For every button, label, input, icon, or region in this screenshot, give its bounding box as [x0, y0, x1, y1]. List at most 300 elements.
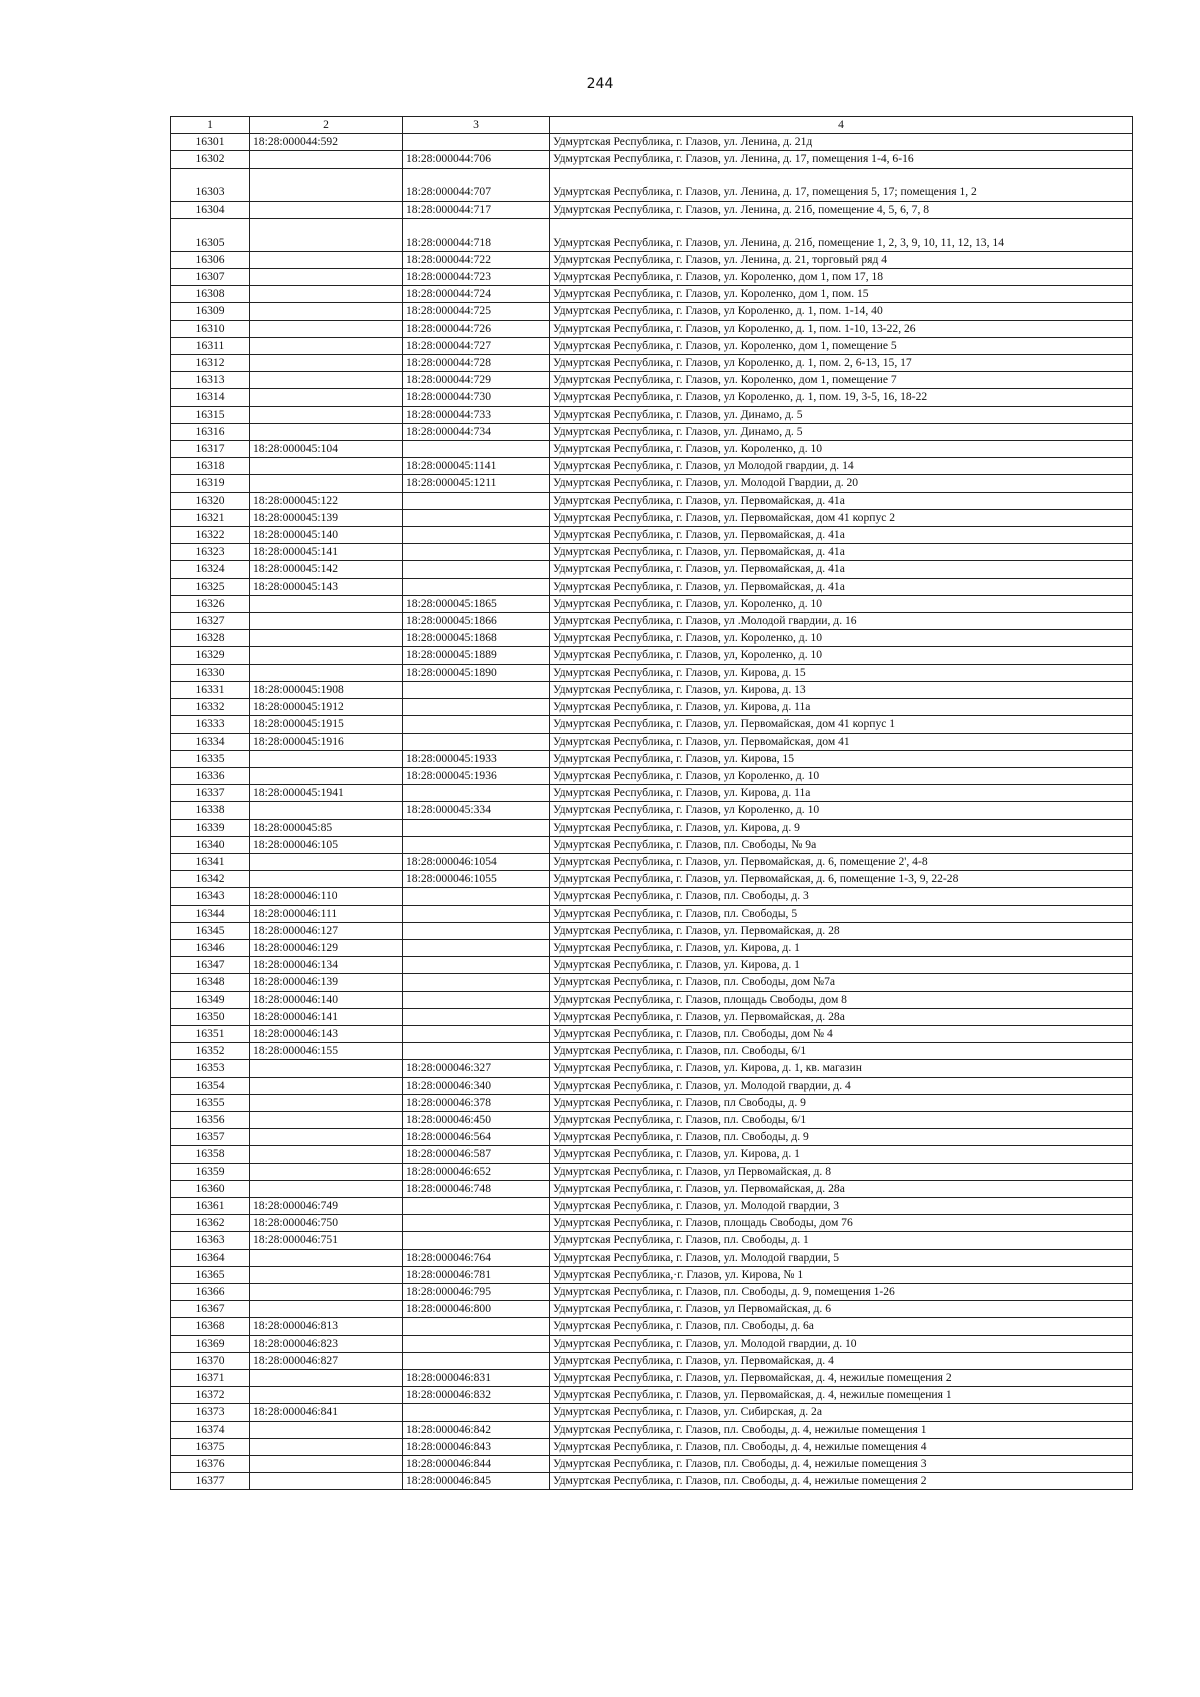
address-cell: Удмуртская Республика, г. Глазов, ул. Молодой гвардии, 5 — [550, 1249, 1133, 1266]
address-cell: Удмуртская Республика, г. Глазов, ул. Кирова, д. 13 — [550, 681, 1133, 698]
row-number-cell: 16374 — [171, 1421, 250, 1438]
room-cadastral-number-cell: 18:28:000045:1866 — [403, 613, 550, 630]
cadastral-number-cell — [250, 1456, 403, 1473]
table-row — [171, 1473, 1133, 1490]
address-cell: Удмуртская Республика, г. Глазов, пл. Свободы, д. 4, нежилые помещения 3 — [550, 1456, 1133, 1473]
row-number-cell: 16373 — [171, 1404, 250, 1421]
room-cadastral-number-cell: 18:28:000046:1054 — [403, 853, 550, 870]
table-row — [171, 492, 1133, 509]
row-number-cell: 16322 — [171, 527, 250, 544]
address-cell: Удмуртская Республика, г. Глазов, ул. Первомайская, д. 41а — [550, 578, 1133, 595]
room-cadastral-number-cell: 18:28:000046:781 — [403, 1266, 550, 1283]
cadastral-number-cell: 18:28:000045:1941 — [250, 785, 403, 802]
table-row — [171, 527, 1133, 544]
room-cadastral-number-cell — [403, 905, 550, 922]
cadastral-number-cell — [250, 595, 403, 612]
row-number-cell: 16325 — [171, 578, 250, 595]
row-number-cell: 16357 — [171, 1129, 250, 1146]
table-row — [171, 991, 1133, 1008]
row-number-cell: 16312 — [171, 355, 250, 372]
column-header-1: 1 — [171, 117, 250, 134]
table-row — [171, 750, 1133, 767]
cadastral-number-cell — [250, 1111, 403, 1128]
column-header-2: 2 — [250, 117, 403, 134]
cadastral-number-cell: 18:28:000046:127 — [250, 922, 403, 939]
row-number-cell: 16329 — [171, 647, 250, 664]
table-row — [171, 681, 1133, 698]
cadastral-number-cell: 18:28:000046:129 — [250, 939, 403, 956]
room-cadastral-number-cell — [403, 509, 550, 526]
table-row — [171, 767, 1133, 784]
table-row — [171, 1060, 1133, 1077]
address-cell: Удмуртская Республика,·г. Глазов, ул. Кирова, № 1 — [550, 1266, 1133, 1283]
row-number-cell: 16319 — [171, 475, 250, 492]
room-cadastral-number-cell: 18:28:000044:727 — [403, 337, 550, 354]
cadastral-number-cell — [250, 337, 403, 354]
row-number-cell: 16336 — [171, 767, 250, 784]
room-cadastral-number-cell — [403, 819, 550, 836]
address-cell: Удмуртская Республика, г. Глазов, ул. Кирова, д. 1 — [550, 957, 1133, 974]
row-number-cell: 16330 — [171, 664, 250, 681]
row-number-cell: 16364 — [171, 1249, 250, 1266]
address-cell: Удмуртская Республика, г. Глазов, ул. Первомайская, д. 6, помещение 1-3, 9, 22-28 — [550, 871, 1133, 888]
room-cadastral-number-cell: 18:28:000046:587 — [403, 1146, 550, 1163]
address-cell: Удмуртская Республика, г. Глазов, ул. Ленина, д. 21б, помещение 1, 2, 3, 9, 10, 11, 12, 13, 14 — [550, 218, 1133, 251]
address-cell: Удмуртская Республика, г. Глазов, ул. Первомайская, д. 4, нежилые помещения 2 — [550, 1370, 1133, 1387]
row-number-cell: 16343 — [171, 888, 250, 905]
address-cell: Удмуртская Республика, г. Глазов, ул Молодой гвардии, д. 14 — [550, 458, 1133, 475]
room-cadastral-number-cell — [403, 1335, 550, 1352]
cadastral-number-cell — [250, 269, 403, 286]
cadastral-number-cell — [250, 475, 403, 492]
cadastral-number-cell — [250, 355, 403, 372]
address-cell: Удмуртская Республика, г. Глазов, ул Короленко, д. 1, пом. 19, 3-5, 16, 18-22 — [550, 389, 1133, 406]
room-cadastral-number-cell — [403, 1215, 550, 1232]
cadastral-number-cell: 18:28:000045:1916 — [250, 733, 403, 750]
room-cadastral-number-cell: 18:28:000046:450 — [403, 1111, 550, 1128]
row-number-cell: 16305 — [171, 218, 250, 251]
cadastral-number-cell: 18:28:000046:823 — [250, 1335, 403, 1352]
table-row — [171, 561, 1133, 578]
table-row — [171, 647, 1133, 664]
table-row — [171, 151, 1133, 168]
table-row — [171, 389, 1133, 406]
row-number-cell: 16371 — [171, 1370, 250, 1387]
room-cadastral-number-cell: 18:28:000045:1211 — [403, 475, 550, 492]
address-cell: Удмуртская Республика, г. Глазов, ул Короленко, д. 1, пом. 1-14, 40 — [550, 303, 1133, 320]
address-cell: Удмуртская Республика, г. Глазов, пл. Свободы, д. 4, нежилые помещения 4 — [550, 1438, 1133, 1455]
address-cell: Удмуртская Республика, г. Глазов, ул. Короленко, д. 10 — [550, 595, 1133, 612]
row-number-cell: 16335 — [171, 750, 250, 767]
room-cadastral-number-cell: 18:28:000044:734 — [403, 423, 550, 440]
address-cell: Удмуртская Республика, г. Глазов, ул. Кирова, д. 1 — [550, 939, 1133, 956]
table-header-row — [171, 117, 1133, 134]
room-cadastral-number-cell — [403, 1025, 550, 1042]
table-row — [171, 1438, 1133, 1455]
cadastral-number-cell — [250, 853, 403, 870]
address-cell: Удмуртская Республика, г. Глазов, ул Короленко, д. 1, пом. 1-10, 13-22, 26 — [550, 320, 1133, 337]
row-number-cell: 16365 — [171, 1266, 250, 1283]
address-cell: Удмуртская Республика, г. Глазов, ул. Ленина, д. 17, помещения 5, 17; помещения 1, 2 — [550, 168, 1133, 201]
row-number-cell: 16376 — [171, 1456, 250, 1473]
cadastral-number-cell — [250, 1387, 403, 1404]
cadastral-number-cell: 18:28:000046:749 — [250, 1197, 403, 1214]
room-cadastral-number-cell — [403, 1043, 550, 1060]
address-cell: Удмуртская Республика, г. Глазов, ул. Первомайская, д. 28 — [550, 922, 1133, 939]
table-row — [171, 1232, 1133, 1249]
address-cell: Удмуртская Республика, г. Глазов, ул. Кирова, д. 1 — [550, 1146, 1133, 1163]
table-row — [171, 355, 1133, 372]
table-row — [171, 836, 1133, 853]
address-cell: Удмуртская Республика, г. Глазов, ул. Ленина, д. 17, помещения 1-4, 6-16 — [550, 151, 1133, 168]
table-row — [171, 802, 1133, 819]
room-cadastral-number-cell: 18:28:000046:800 — [403, 1301, 550, 1318]
row-number-cell: 16359 — [171, 1163, 250, 1180]
cadastral-number-cell — [250, 1473, 403, 1490]
row-number-cell: 16349 — [171, 991, 250, 1008]
room-cadastral-number-cell: 18:28:000046:842 — [403, 1421, 550, 1438]
cadastral-number-cell — [250, 1301, 403, 1318]
cadastral-number-cell: 18:28:000046:841 — [250, 1404, 403, 1421]
room-cadastral-number-cell — [403, 681, 550, 698]
room-cadastral-number-cell — [403, 492, 550, 509]
cadastral-number-cell: 18:28:000045:140 — [250, 527, 403, 544]
table-row — [171, 1094, 1133, 1111]
address-cell: Удмуртская Республика, г. Глазов, пл. Свободы, № 9а — [550, 836, 1133, 853]
row-number-cell: 16352 — [171, 1043, 250, 1060]
address-cell: Удмуртская Республика, г. Глазов, ул Короленко, д. 1, пом. 2, 6-13, 15, 17 — [550, 355, 1133, 372]
room-cadastral-number-cell: 18:28:000046:327 — [403, 1060, 550, 1077]
cadastral-number-cell: 18:28:000046:751 — [250, 1232, 403, 1249]
cadastral-number-cell: 18:28:000045:1915 — [250, 716, 403, 733]
row-number-cell: 16367 — [171, 1301, 250, 1318]
table-row — [171, 888, 1133, 905]
cadastral-number-cell: 18:28:000045:85 — [250, 819, 403, 836]
cadastral-number-cell — [250, 168, 403, 201]
cadastral-number-cell — [250, 664, 403, 681]
table-row — [171, 441, 1133, 458]
row-number-cell: 16317 — [171, 441, 250, 458]
table-row — [171, 939, 1133, 956]
row-number-cell: 16361 — [171, 1197, 250, 1214]
room-cadastral-number-cell: 18:28:000046:832 — [403, 1387, 550, 1404]
address-cell: Удмуртская Республика, г. Глазов, ул. Первомайская, д. 4 — [550, 1352, 1133, 1369]
row-number-cell: 16303 — [171, 168, 250, 201]
address-cell: Удмуртская Республика, г. Глазов, пл Свободы, д. 9 — [550, 1094, 1133, 1111]
table-row — [171, 423, 1133, 440]
address-cell: Удмуртская Республика, г. Глазов, пл. Свободы, д. 6а — [550, 1318, 1133, 1335]
address-cell: Удмуртская Республика, г. Глазов, пл. Свободы, д. 4, нежилые помещения 1 — [550, 1421, 1133, 1438]
cadastral-number-cell: 18:28:000046:140 — [250, 991, 403, 1008]
room-cadastral-number-cell — [403, 441, 550, 458]
room-cadastral-number-cell — [403, 922, 550, 939]
row-number-cell: 16328 — [171, 630, 250, 647]
table-row — [171, 251, 1133, 268]
address-cell: Удмуртская Республика, г. Глазов, ул. Сибирская, д. 2а — [550, 1404, 1133, 1421]
table-row — [171, 509, 1133, 526]
room-cadastral-number-cell: 18:28:000045:1889 — [403, 647, 550, 664]
table-row — [171, 1249, 1133, 1266]
address-cell: Удмуртская Республика, г. Глазов, ул. Первомайская, д. 41а — [550, 561, 1133, 578]
table-row — [171, 475, 1133, 492]
cadastral-number-cell — [250, 1421, 403, 1438]
table-row — [171, 1284, 1133, 1301]
address-cell: Удмуртская Республика, г. Глазов, ул. Молодой гвардии, д. 10 — [550, 1335, 1133, 1352]
address-cell: Удмуртская Республика, г. Глазов, ул. Первомайская, дом 41 корпус 1 — [550, 716, 1133, 733]
address-cell: Удмуртская Республика, г. Глазов, ул. Кирова, 15 — [550, 750, 1133, 767]
room-cadastral-number-cell: 18:28:000045:1933 — [403, 750, 550, 767]
address-cell: Удмуртская Республика, г. Глазов, ул. Кирова, д. 15 — [550, 664, 1133, 681]
table-row — [171, 957, 1133, 974]
table-row — [171, 303, 1133, 320]
room-cadastral-number-cell — [403, 134, 550, 151]
cadastral-number-cell — [250, 1146, 403, 1163]
table-row — [171, 1387, 1133, 1404]
cadastral-number-cell — [250, 1129, 403, 1146]
table-row — [171, 1008, 1133, 1025]
cadastral-number-cell — [250, 647, 403, 664]
room-cadastral-number-cell — [403, 836, 550, 853]
cadastral-number-cell: 18:28:000046:813 — [250, 1318, 403, 1335]
cadastral-number-cell — [250, 406, 403, 423]
cadastral-number-cell — [250, 389, 403, 406]
room-cadastral-number-cell: 18:28:000046:764 — [403, 1249, 550, 1266]
cadastral-number-cell: 18:28:000045:104 — [250, 441, 403, 458]
address-cell: Удмуртская Республика, г. Глазов, ул. Короленко, дом 1, помещение 5 — [550, 337, 1133, 354]
address-cell: Удмуртская Республика, г. Глазов, площадь Свободы, дом 8 — [550, 991, 1133, 1008]
address-cell: Удмуртская Республика, г. Глазов, ул. Молодой гвардии, 3 — [550, 1197, 1133, 1214]
table-row — [171, 733, 1133, 750]
row-number-cell: 16310 — [171, 320, 250, 337]
address-cell: Удмуртская Республика, г. Глазов, ул. Кирова, д. 11а — [550, 699, 1133, 716]
table-row — [171, 337, 1133, 354]
address-cell: Удмуртская Республика, г. Глазов, ул. Первомайская, д. 6, помещение 2', 4-8 — [550, 853, 1133, 870]
room-cadastral-number-cell — [403, 699, 550, 716]
row-number-cell: 16333 — [171, 716, 250, 733]
row-number-cell: 16340 — [171, 836, 250, 853]
room-cadastral-number-cell — [403, 578, 550, 595]
table-row — [171, 320, 1133, 337]
address-cell: Удмуртская Республика, г. Глазов, площадь Свободы, дом 76 — [550, 1215, 1133, 1232]
room-cadastral-number-cell — [403, 716, 550, 733]
cadastral-number-cell — [250, 320, 403, 337]
address-cell: Удмуртская Республика, г. Глазов, ул. Динамо, д. 5 — [550, 406, 1133, 423]
address-cell: Удмуртская Республика, г. Глазов, ул. Первомайская, д. 41а — [550, 492, 1133, 509]
table-row — [171, 630, 1133, 647]
cadastral-number-cell — [250, 1370, 403, 1387]
cadastral-number-cell — [250, 871, 403, 888]
row-number-cell: 16302 — [171, 151, 250, 168]
cadastral-number-cell — [250, 372, 403, 389]
cadastral-number-cell: 18:28:000045:1908 — [250, 681, 403, 698]
room-cadastral-number-cell: 18:28:000046:748 — [403, 1180, 550, 1197]
table-row — [171, 1404, 1133, 1421]
cadastral-number-cell — [250, 630, 403, 647]
cadastral-number-cell — [250, 1249, 403, 1266]
table-row — [171, 1043, 1133, 1060]
room-cadastral-number-cell — [403, 1232, 550, 1249]
cadastral-number-cell: 18:28:000046:111 — [250, 905, 403, 922]
cadastral-number-cell: 18:28:000044:592 — [250, 134, 403, 151]
table-row — [171, 1421, 1133, 1438]
room-cadastral-number-cell — [403, 561, 550, 578]
address-cell: Удмуртская Республика, г. Глазов, ул. Короленко, д. 10 — [550, 630, 1133, 647]
address-cell: Удмуртская Республика, г. Глазов, ул. Первомайская, д. 28а — [550, 1180, 1133, 1197]
room-cadastral-number-cell: 18:28:000044:726 — [403, 320, 550, 337]
room-cadastral-number-cell: 18:28:000044:724 — [403, 286, 550, 303]
room-cadastral-number-cell — [403, 957, 550, 974]
table-body — [171, 134, 1133, 1490]
row-number-cell: 16363 — [171, 1232, 250, 1249]
room-cadastral-number-cell: 18:28:000044:730 — [403, 389, 550, 406]
row-number-cell: 16342 — [171, 871, 250, 888]
address-cell: Удмуртская Республика, г. Глазов, пл. Свободы, дом №7а — [550, 974, 1133, 991]
address-cell: Удмуртская Республика, г. Глазов, пл. Свободы, 5 — [550, 905, 1133, 922]
row-number-cell: 16316 — [171, 423, 250, 440]
room-cadastral-number-cell: 18:28:000045:334 — [403, 802, 550, 819]
cadastral-number-cell: 18:28:000045:141 — [250, 544, 403, 561]
address-cell: Удмуртская Республика, г. Глазов, ул. Кирова, д. 9 — [550, 819, 1133, 836]
row-number-cell: 16345 — [171, 922, 250, 939]
row-number-cell: 16354 — [171, 1077, 250, 1094]
cadastral-number-cell — [250, 1163, 403, 1180]
column-header-4: 4 — [550, 117, 1133, 134]
address-cell: Удмуртская Республика, г. Глазов, ул. Короленко, д. 10 — [550, 441, 1133, 458]
table-row — [171, 1025, 1133, 1042]
cadastral-number-cell — [250, 286, 403, 303]
table-row — [171, 134, 1133, 151]
room-cadastral-number-cell: 18:28:000045:1141 — [403, 458, 550, 475]
room-cadastral-number-cell — [403, 1318, 550, 1335]
cadastral-number-cell: 18:28:000046:110 — [250, 888, 403, 905]
cadastral-number-cell — [250, 303, 403, 320]
address-cell: Удмуртская Республика, г. Глазов, ул. Первомайская, д. 41а — [550, 544, 1133, 561]
row-number-cell: 16320 — [171, 492, 250, 509]
room-cadastral-number-cell — [403, 1197, 550, 1214]
room-cadastral-number-cell: 18:28:000045:1868 — [403, 630, 550, 647]
room-cadastral-number-cell: 18:28:000046:564 — [403, 1129, 550, 1146]
room-cadastral-number-cell — [403, 974, 550, 991]
row-number-cell: 16337 — [171, 785, 250, 802]
cadastral-number-cell — [250, 1180, 403, 1197]
cadastral-number-cell — [250, 423, 403, 440]
cadastral-number-cell — [250, 218, 403, 251]
table-row — [171, 974, 1133, 991]
address-cell: Удмуртская Республика, г. Глазов, пл. Свободы, дом № 4 — [550, 1025, 1133, 1042]
table-row — [171, 168, 1133, 201]
address-cell: Удмуртская Республика, г. Глазов, ул Первомайская, д. 8 — [550, 1163, 1133, 1180]
room-cadastral-number-cell — [403, 527, 550, 544]
row-number-cell: 16301 — [171, 134, 250, 151]
room-cadastral-number-cell: 18:28:000045:1865 — [403, 595, 550, 612]
address-cell: Удмуртская Республика, г. Глазов, ул Первомайская, д. 6 — [550, 1301, 1133, 1318]
room-cadastral-number-cell: 18:28:000046:843 — [403, 1438, 550, 1455]
table-row — [171, 269, 1133, 286]
room-cadastral-number-cell: 18:28:000046:1055 — [403, 871, 550, 888]
table-row — [171, 699, 1133, 716]
cadastral-number-cell: 18:28:000046:134 — [250, 957, 403, 974]
row-number-cell: 16368 — [171, 1318, 250, 1335]
page-number: 244 — [586, 76, 614, 92]
row-number-cell: 16346 — [171, 939, 250, 956]
room-cadastral-number-cell — [403, 939, 550, 956]
table-row — [171, 406, 1133, 423]
room-cadastral-number-cell: 18:28:000044:725 — [403, 303, 550, 320]
room-cadastral-number-cell: 18:28:000044:722 — [403, 251, 550, 268]
address-cell: Удмуртская Республика, г. Глазов, ул. Кирова, д. 11а — [550, 785, 1133, 802]
cadastral-number-cell: 18:28:000045:143 — [250, 578, 403, 595]
room-cadastral-number-cell — [403, 733, 550, 750]
room-cadastral-number-cell: 18:28:000044:733 — [403, 406, 550, 423]
table-row — [171, 716, 1133, 733]
cadastral-number-cell — [250, 613, 403, 630]
table-row — [171, 1266, 1133, 1283]
room-cadastral-number-cell — [403, 544, 550, 561]
address-cell: Удмуртская Республика, г. Глазов, ул. Первомайская, дом 41 — [550, 733, 1133, 750]
table-row — [171, 544, 1133, 561]
room-cadastral-number-cell: 18:28:000044:729 — [403, 372, 550, 389]
table-row — [171, 201, 1133, 218]
row-number-cell: 16360 — [171, 1180, 250, 1197]
table-row — [171, 1318, 1133, 1335]
row-number-cell: 16331 — [171, 681, 250, 698]
cadastral-number-cell — [250, 251, 403, 268]
cadastral-number-cell — [250, 1438, 403, 1455]
row-number-cell: 16372 — [171, 1387, 250, 1404]
row-number-cell: 16326 — [171, 595, 250, 612]
row-number-cell: 16334 — [171, 733, 250, 750]
address-cell: Удмуртская Республика, г. Глазов, ул. Первомайская, дом 41 корпус 2 — [550, 509, 1133, 526]
row-number-cell: 16338 — [171, 802, 250, 819]
cadastral-number-cell — [250, 1060, 403, 1077]
address-cell: Удмуртская Республика, г. Глазов, ул. Короленко, дом 1, пом. 15 — [550, 286, 1133, 303]
table-row — [171, 218, 1133, 251]
row-number-cell: 16344 — [171, 905, 250, 922]
table-row — [171, 1215, 1133, 1232]
room-cadastral-number-cell: 18:28:000046:831 — [403, 1370, 550, 1387]
table-row — [171, 1077, 1133, 1094]
cadastral-number-cell: 18:28:000045:122 — [250, 492, 403, 509]
cadastral-number-cell — [250, 458, 403, 475]
address-cell: Удмуртская Республика, г. Глазов, ул. Короленко, дом 1, помещение 7 — [550, 372, 1133, 389]
cadastral-number-cell: 18:28:000046:143 — [250, 1025, 403, 1042]
cadastral-number-cell: 18:28:000045:1912 — [250, 699, 403, 716]
row-number-cell: 16307 — [171, 269, 250, 286]
address-cell: Удмуртская Республика, г. Глазов, ул. Первомайская, д. 28а — [550, 1008, 1133, 1025]
row-number-cell: 16353 — [171, 1060, 250, 1077]
row-number-cell: 16377 — [171, 1473, 250, 1490]
table-row — [171, 1163, 1133, 1180]
address-cell: Удмуртская Республика, г. Глазов, ул Короленко, д. 10 — [550, 767, 1133, 784]
row-number-cell: 16308 — [171, 286, 250, 303]
row-number-cell: 16324 — [171, 561, 250, 578]
row-number-cell: 16339 — [171, 819, 250, 836]
room-cadastral-number-cell: 18:28:000044:706 — [403, 151, 550, 168]
cadastral-number-cell: 18:28:000045:139 — [250, 509, 403, 526]
room-cadastral-number-cell: 18:28:000044:723 — [403, 269, 550, 286]
row-number-cell: 16327 — [171, 613, 250, 630]
cadastral-number-cell: 18:28:000046:155 — [250, 1043, 403, 1060]
table-row — [171, 1335, 1133, 1352]
address-cell: Удмуртская Республика, г. Глазов, ул. Динамо, д. 5 — [550, 423, 1133, 440]
table-row — [171, 1352, 1133, 1369]
cadastral-number-cell — [250, 750, 403, 767]
table-row — [171, 613, 1133, 630]
cadastral-number-cell: 18:28:000046:750 — [250, 1215, 403, 1232]
table-row — [171, 785, 1133, 802]
address-cell: Удмуртская Республика, г. Глазов, ул, Короленко, д. 10 — [550, 647, 1133, 664]
address-cell: Удмуртская Республика, г. Глазов, ул. Ленина, д. 21д — [550, 134, 1133, 151]
